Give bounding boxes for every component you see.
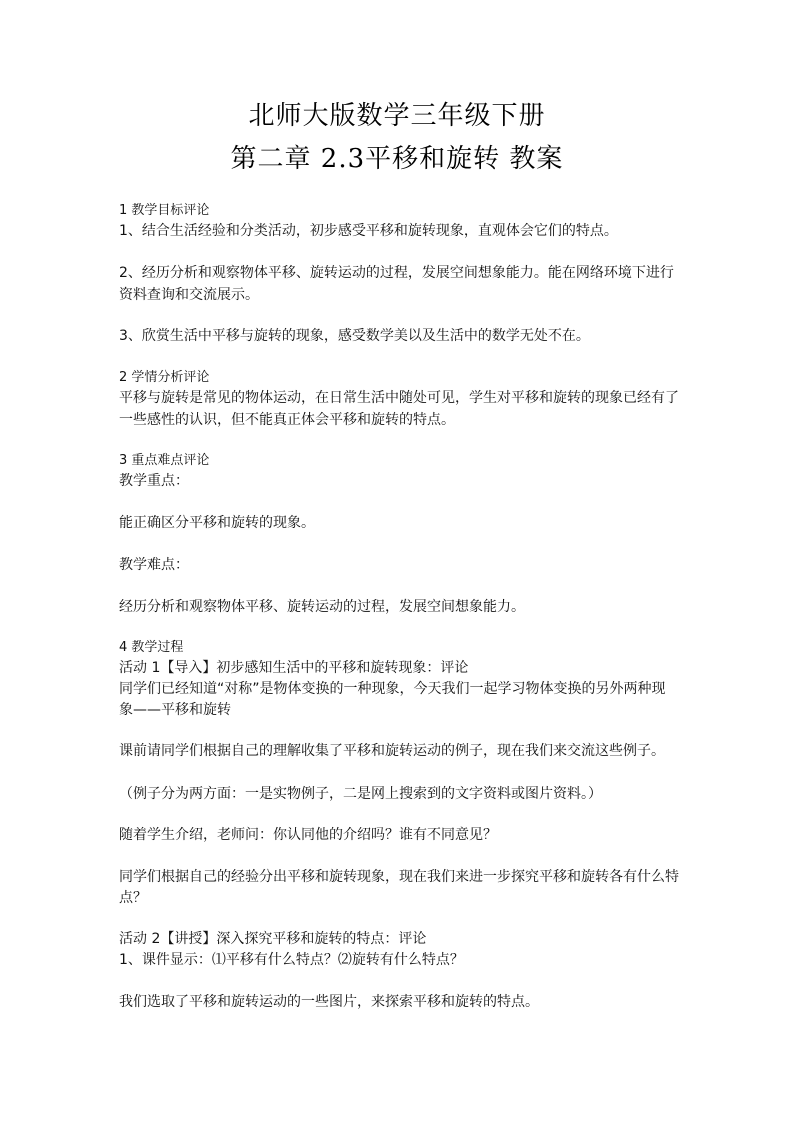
activity-heading: 活动 1【导入】初步感知生活中的平移和旋转现象：评论 xyxy=(119,660,469,676)
paragraph-line: 教学难点： xyxy=(119,557,189,573)
paragraph-line: 2、经历分析和观察物体平移、旋转运动的过程，发展空间想象能力。能在网络环境下进行 xyxy=(119,265,674,281)
section-heading: 3 重点难点评论 xyxy=(119,453,210,468)
paragraph-line: 点？ xyxy=(119,890,147,906)
paragraph-line: 资料查询和交流展示。 xyxy=(119,287,259,303)
section-heading: 4 教学过程 xyxy=(119,640,184,655)
paragraph-line: 同学们根据自己的经验分出平移和旋转现象，现在我们来进一步探究平移和旋转各有什么特 xyxy=(119,869,679,885)
paragraph-line: 能正确区分平移和旋转的现象。 xyxy=(119,515,315,531)
section-heading: 1 教学目标评论 xyxy=(119,203,210,218)
paragraph-line: （例子分为两方面：一是实物例子，二是网上搜索到的文字资料或图片资料。） xyxy=(119,786,602,802)
paragraph-line: 一些感性的认识，但不能真正体会平移和旋转的特点。 xyxy=(119,412,455,428)
paragraph-line: 1、结合生活经验和分类活动，初步感受平移和旋转现象，直观体会它们的特点。 xyxy=(119,223,618,239)
paragraph-line: 随着学生介绍，老师问：你认同他的介绍吗？谁有不同意见？ xyxy=(119,827,497,843)
document-title: 北师大版数学三年级下册 xyxy=(248,101,546,131)
paragraph-line: 同学们已经知道“对称”是物体变换的一种现象，今天我们一起学习物体变换的另外两种现 xyxy=(119,681,666,697)
paragraph-line: 平移与旋转是常见的物体运动，在日常生活中随处可见，学生对平移和旋转的现象已经有了 xyxy=(119,390,679,406)
document-subtitle: 第二章 2.3平移和旋转 教案 xyxy=(230,144,564,174)
paragraph-line: 教学重点： xyxy=(119,473,189,489)
paragraph-line: 课前请同学们根据自己的理解收集了平移和旋转运动的例子，现在我们来交流这些例子。 xyxy=(119,743,665,759)
paragraph-line: 象——平移和旋转 xyxy=(119,702,231,718)
section-heading: 2 学情分析评论 xyxy=(119,370,210,385)
activity-heading: 活动 2【讲授】深入探究平移和旋转的特点：评论 xyxy=(119,931,427,947)
paragraph-line: 经历分析和观察物体平移、旋转运动的过程，发展空间想象能力。 xyxy=(119,599,525,615)
paragraph-line: 我们选取了平移和旋转运动的一些图片，来探索平移和旋转的特点。 xyxy=(119,994,539,1010)
paragraph-line: 3、欣赏生活中平移与旋转的现象，感受数学美以及生活中的数学无处不在。 xyxy=(119,328,590,344)
paragraph-line: 1、课件显示：⑴平移有什么特点？⑵旋转有什么特点？ xyxy=(119,952,464,968)
